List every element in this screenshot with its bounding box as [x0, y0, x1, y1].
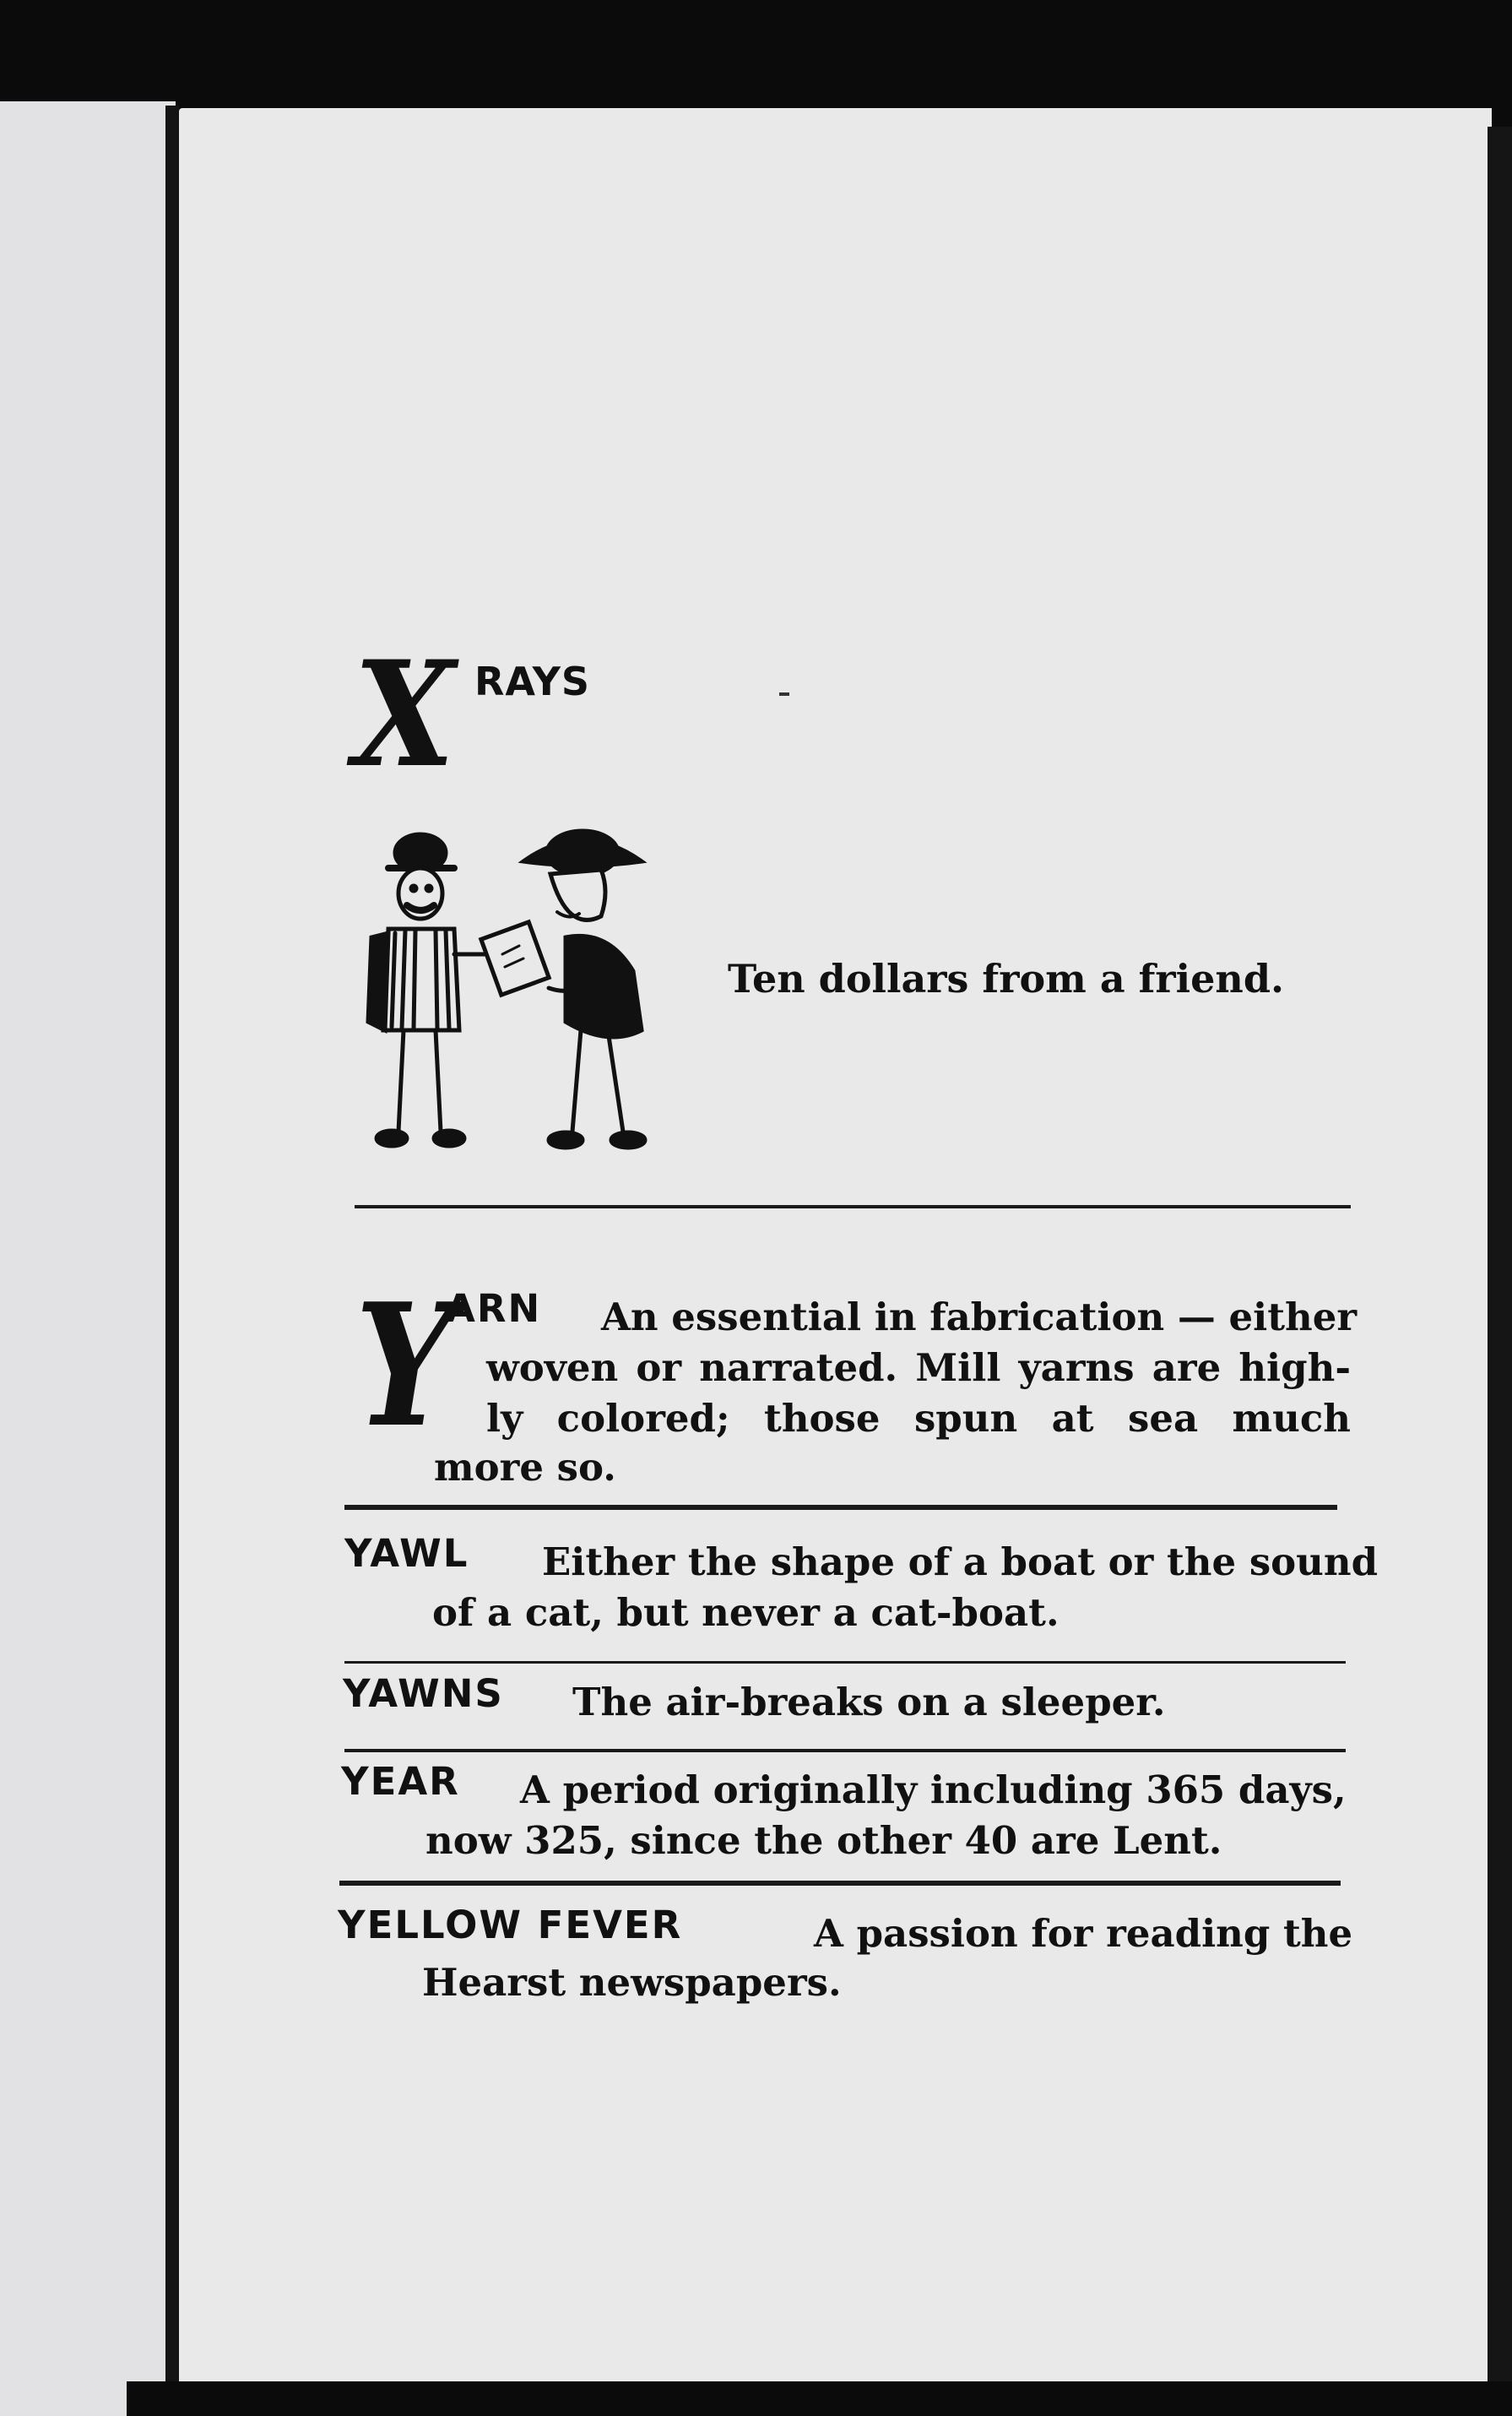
page-right-border [1488, 127, 1512, 2416]
illustration-caption: Ten dollars from a friend. [728, 956, 1285, 1002]
dropcap-x: X [353, 628, 455, 800]
entry-text-line: now 325, since the other 40 are Lent. [425, 1818, 1222, 1863]
entry-text-line: Either the shape of a boat or the sound [542, 1539, 1379, 1584]
book-page [179, 108, 1492, 2390]
page-bottom-border [127, 2381, 1512, 2416]
print-speck [779, 692, 789, 696]
dropcap-y: Y [355, 1267, 454, 1465]
entry-text-line: more so. [434, 1445, 616, 1490]
entry-text-line: of a cat, but never a cat-boat. [432, 1590, 1059, 1635]
divider-rule [344, 1505, 1337, 1510]
entry-text-line: An essential in fabrication — either [601, 1295, 1358, 1339]
divider-rule [339, 1881, 1341, 1886]
divider-rule [355, 1205, 1351, 1208]
entry-text-line: woven or narrated. Mill yarns are high- [486, 1345, 1351, 1390]
entry-word: ARN [446, 1286, 542, 1331]
section-title: RAYS [474, 659, 591, 704]
entry-text-line: The air-breaks on a sleeper. [572, 1680, 1166, 1724]
entry-text-line: A passion for reading the [814, 1911, 1353, 1956]
entry-text-line: ly colored; those spun at sea much [486, 1396, 1351, 1441]
book-spine [165, 106, 179, 2416]
two-men-handing-money-illustration [355, 828, 658, 1174]
facing-page-edge [0, 101, 176, 2416]
divider-rule [344, 1661, 1346, 1664]
entry-word: YAWL [344, 1531, 469, 1576]
entry-word: YAWNS [343, 1671, 504, 1716]
entry-text-line: A period originally including 365 days, [520, 1767, 1347, 1812]
entry-word: YEAR [341, 1759, 460, 1804]
entry-text-line: Hearst newspapers. [422, 1960, 842, 2005]
divider-rule [344, 1749, 1346, 1752]
entry-word: YELLOW FEVER [338, 1903, 683, 1947]
